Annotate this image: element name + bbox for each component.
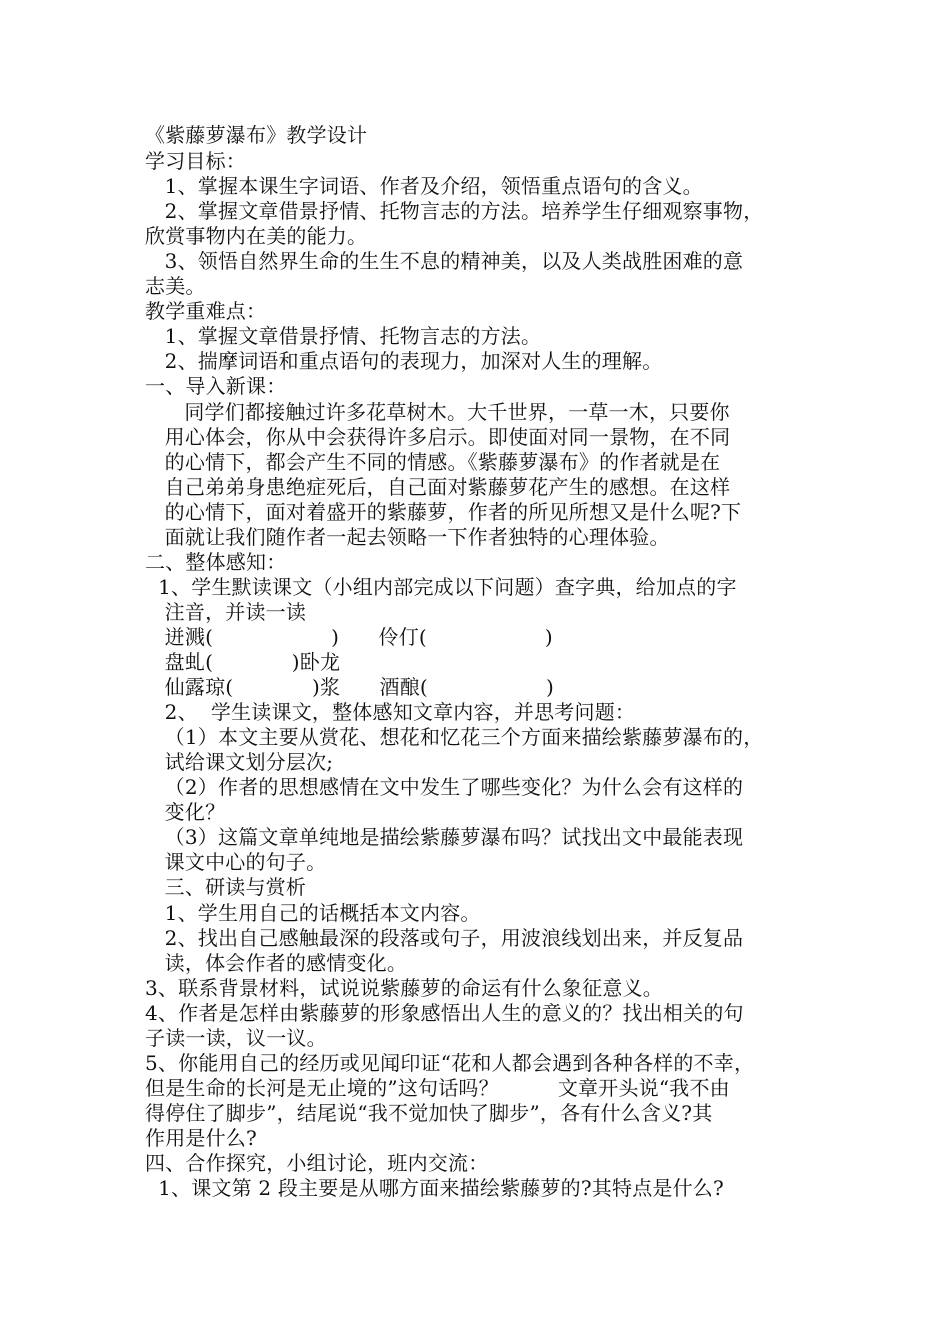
text-line: 3、联系背景材料，试说说紫藤萝的命运有什么象征意义。 bbox=[145, 976, 663, 1000]
text-line: 试给课文划分层次; bbox=[145, 750, 334, 774]
text-line: （2）作者的思想感情在文中发生了哪些变化？为什么会有这样的 bbox=[145, 775, 744, 799]
text-line: 1、掌握本课生字词语、作者及介绍，领悟重点语句的含义。 bbox=[145, 174, 703, 198]
text-line: 4、作者是怎样由紫藤萝的形象感悟出人生的意义的？找出相关的句 bbox=[145, 1001, 744, 1025]
text-line: 3、领悟自然界生命的生生不息的精神美，以及人类战胜困难的意 bbox=[145, 249, 744, 273]
text-line: 1、课文第 2 段主要是从哪方面来描绘紫藤萝的?其特点是什么? bbox=[145, 1176, 724, 1200]
text-line: 注音，并读一读 bbox=[145, 600, 307, 624]
text-line: 学习目标： bbox=[145, 149, 246, 173]
text-line: 课文中心的句子。 bbox=[145, 850, 327, 874]
text-line: 5、你能用自己的经历或见闻印证“花和人都会遇到各种各样的不幸， bbox=[145, 1051, 755, 1075]
text-line: 一、导入新课： bbox=[145, 374, 287, 398]
document-title: 《紫藤萝瀑布》教学设计 bbox=[145, 123, 368, 147]
text-line: 的心情下，面对着盛开的紫藤萝，作者的所见所想又是什么呢?下 bbox=[145, 500, 742, 524]
text-line: 的心情下，都会产生不同的情感。《紫藤萝瀑布》的作者就是在 bbox=[145, 450, 721, 474]
text-line: 三、研读与赏析 bbox=[145, 875, 307, 899]
text-line: 1、学生用自己的话概括本文内容。 bbox=[145, 901, 481, 925]
text-line: 子读一读，议一议。 bbox=[145, 1026, 327, 1050]
text-line: （3）这篇文章单纯地是描绘紫藤萝瀑布吗？试找出文中最能表现 bbox=[145, 825, 744, 849]
text-line: 读，体会作者的感情变化。 bbox=[145, 951, 408, 975]
text-line: 但是生命的长河是无止境的”这句话吗？ 文章开头说“我不由 bbox=[145, 1076, 730, 1100]
text-line: （1）本文主要从赏花、想花和忆花三个方面来描绘紫藤萝瀑布的， bbox=[145, 725, 764, 749]
text-line: 2、找出自己感触最深的段落或句子，用波浪线划出来，并反复品 bbox=[145, 926, 744, 950]
text-line: 作用是什么? bbox=[145, 1126, 257, 1150]
text-line: 变化？ bbox=[145, 800, 226, 824]
text-line: 教学重难点： bbox=[145, 299, 267, 323]
text-line: 迸溅( ) 伶仃( ) bbox=[145, 625, 553, 649]
text-line: 2、揣摩词语和重点语句的表现力，加深对人生的理解。 bbox=[145, 349, 663, 373]
text-line: 二、整体感知： bbox=[145, 550, 287, 574]
text-line: 志美。 bbox=[145, 274, 206, 298]
text-line: 仙露琼( )浆 酒酿( ) bbox=[145, 675, 554, 699]
text-line: 自己弟弟身患绝症死后，自己面对紫藤萝花产生的感想。在这样 bbox=[145, 475, 731, 499]
text-line: 1、学生默读课文（小组内部完成以下问题）查字典，给加点的字 bbox=[145, 575, 737, 599]
text-line: 盘虬( )卧龙 bbox=[145, 650, 341, 674]
text-line: 四、合作探究，小组讨论，班内交流： bbox=[145, 1151, 489, 1175]
text-line: 2、掌握文章借景抒情、托物言志的方法。培养学生仔细观察事物， bbox=[145, 199, 764, 223]
text-line: 用心体会，你从中会获得许多启示。即使面对同一景物，在不同 bbox=[145, 425, 731, 449]
text-line: 欣赏事物内在美的能力。 bbox=[145, 224, 368, 248]
text-line: 2、 学生读课文，整体感知文章内容，并思考问题： bbox=[145, 700, 636, 724]
text-line: 同学们都接触过许多花草树木。大千世界，一草一木，只要你 bbox=[145, 400, 730, 424]
text-line: 面就让我们随作者一起去领略一下作者独特的心理体验。 bbox=[145, 525, 670, 549]
text-line: 得停住了脚步”，结尾说“我不觉加快了脚步”，各有什么含义?其 bbox=[145, 1101, 713, 1125]
text-line: 1、掌握文章借景抒情、托物言志的方法。 bbox=[145, 324, 542, 348]
